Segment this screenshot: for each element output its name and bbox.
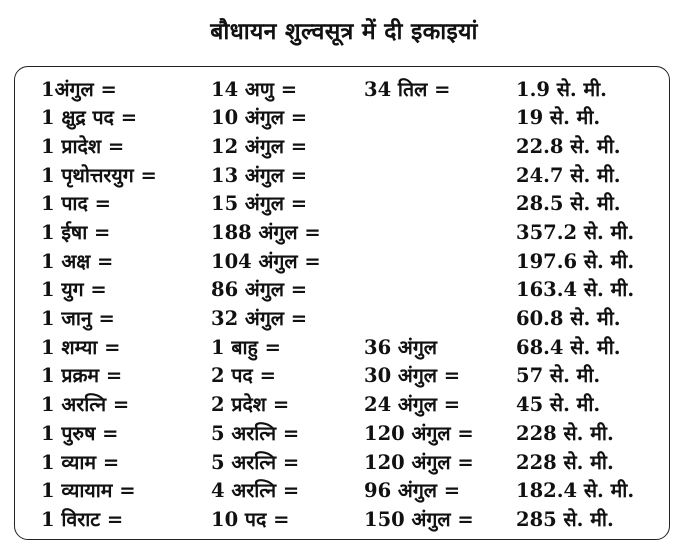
unit-cell: 1 पुरुष = xyxy=(41,421,119,445)
unit-cell: 1 युग = xyxy=(41,278,107,302)
equivalent-cell: 2 पद = xyxy=(211,364,276,388)
metric-cell: 19 से. मी. xyxy=(516,106,601,130)
extra-equivalent-cell: 120 अंगुल = xyxy=(364,450,474,474)
table-row xyxy=(15,104,667,133)
units-table xyxy=(15,75,667,534)
table-row xyxy=(15,505,667,534)
equivalent-cell: 5 अरत्नि = xyxy=(211,421,300,445)
unit-cell: 1 प्रादेश = xyxy=(41,134,125,158)
equivalent-cell: 188 अंगुल = xyxy=(211,221,321,245)
extra-equivalent-cell: 150 अंगुल = xyxy=(364,507,474,531)
unit-cell: 1 प्रक्रम = xyxy=(41,364,123,388)
extra-equivalent-cell xyxy=(364,132,516,161)
unit-cell: 1 व्याम = xyxy=(41,450,120,474)
metric-cell: 182.4 से. मी. xyxy=(516,479,635,503)
unit-cell: 1 क्षुद्र पद = xyxy=(41,106,138,130)
equivalent-cell: 12 अंगुल = xyxy=(211,134,308,158)
equivalent-cell: 32 अंगुल = xyxy=(211,307,308,331)
metric-cell: 357.2 से. मी. xyxy=(516,221,635,245)
extra-equivalent-cell: 120 अंगुल = xyxy=(364,421,474,445)
table-row xyxy=(15,247,667,276)
equivalent-cell: 2 प्रदेश = xyxy=(211,393,290,417)
table-row xyxy=(15,305,667,334)
extra-equivalent-cell: 24 अंगुल = xyxy=(364,393,461,417)
metric-cell: 1.9 से. मी. xyxy=(516,77,607,101)
units-table-frame xyxy=(14,66,670,540)
metric-cell: 163.4 से. मी. xyxy=(516,278,635,302)
metric-cell: 68.4 से. मी. xyxy=(516,335,621,359)
metric-cell: 197.6 से. मी. xyxy=(516,249,635,273)
table-row xyxy=(15,333,667,362)
unit-cell: 1 विराट = xyxy=(41,507,124,531)
table-row xyxy=(15,190,667,219)
metric-cell: 57 से. मी. xyxy=(516,364,601,388)
table-row xyxy=(15,362,667,391)
table-row xyxy=(15,132,667,161)
extra-equivalent-cell xyxy=(364,218,516,247)
equivalent-cell: 10 अंगुल = xyxy=(211,106,308,130)
table-row xyxy=(15,477,667,506)
metric-cell: 285 से. मी. xyxy=(516,507,614,531)
table-row xyxy=(15,448,667,477)
extra-equivalent-cell xyxy=(364,247,516,276)
extra-equivalent-cell: 36 अंगुल xyxy=(364,335,438,359)
metric-cell: 22.8 से. मी. xyxy=(516,134,621,158)
metric-cell: 228 से. मी. xyxy=(516,450,614,474)
page-title: बौधायन शुल्वसूत्र में दी इकाइयां xyxy=(210,18,478,45)
equivalent-cell: 10 पद = xyxy=(211,507,290,531)
unit-cell: 1 व्यायाम = xyxy=(41,479,136,503)
extra-equivalent-cell: 34 तिल = xyxy=(364,77,451,101)
metric-cell: 28.5 से. मी. xyxy=(516,192,621,216)
units-table-body xyxy=(15,75,667,534)
extra-equivalent-cell xyxy=(364,104,516,133)
unit-cell: 1 अक्ष = xyxy=(41,249,114,273)
metric-cell: 24.7 से. मी. xyxy=(516,163,621,187)
unit-cell: 1 ईषा = xyxy=(41,221,111,245)
extra-equivalent-cell xyxy=(364,305,516,334)
metric-cell: 45 से. मी. xyxy=(516,393,601,417)
metric-cell: 228 से. मी. xyxy=(516,421,614,445)
extra-equivalent-cell: 96 अंगुल = xyxy=(364,479,461,503)
extra-equivalent-cell xyxy=(364,190,516,219)
unit-cell: 1 अरत्नि = xyxy=(41,393,130,417)
unit-cell: 1अंगुल = xyxy=(41,77,117,101)
extra-equivalent-cell xyxy=(364,161,516,190)
equivalent-cell: 86 अंगुल = xyxy=(211,278,308,302)
unit-cell: 1 शम्या = xyxy=(41,335,121,359)
metric-cell: 60.8 से. मी. xyxy=(516,307,621,331)
equivalent-cell: 1 बाहु = xyxy=(211,335,282,359)
table-row xyxy=(15,276,667,305)
equivalent-cell: 15 अंगुल = xyxy=(211,192,308,216)
unit-cell: 1 पाद = xyxy=(41,192,111,216)
extra-equivalent-cell xyxy=(364,276,516,305)
equivalent-cell: 13 अंगुल = xyxy=(211,163,308,187)
equivalent-cell: 104 अंगुल = xyxy=(211,249,321,273)
equivalent-cell: 4 अरत्नि = xyxy=(211,479,300,503)
table-row xyxy=(15,391,667,420)
unit-cell: 1 जानु = xyxy=(41,307,115,331)
table-row xyxy=(15,161,667,190)
table-row xyxy=(15,75,667,104)
equivalent-cell: 5 अरत्नि = xyxy=(211,450,300,474)
table-row xyxy=(15,218,667,247)
extra-equivalent-cell: 30 अंगुल = xyxy=(364,364,461,388)
unit-cell: 1 पृथोत्तरयुग = xyxy=(41,163,157,187)
equivalent-cell: 14 अणु = xyxy=(211,77,298,101)
table-row xyxy=(15,419,667,448)
